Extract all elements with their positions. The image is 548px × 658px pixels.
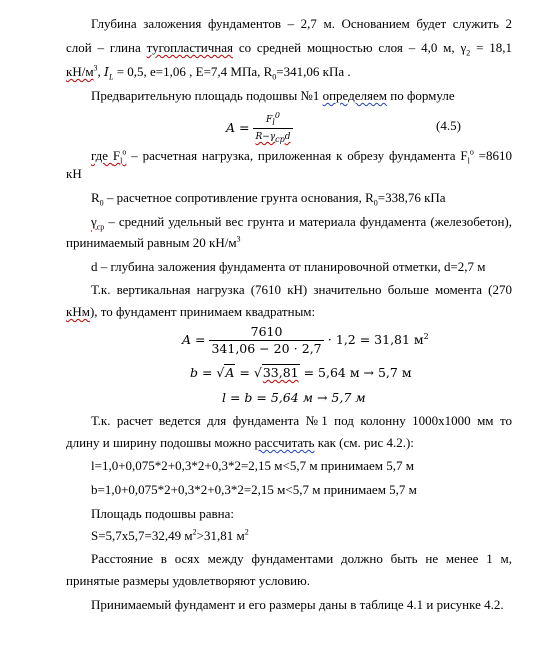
- equation-width: b = √A = √33,81 = 5,64 м → 5,7 м: [190, 365, 412, 380]
- paragraph-calc-method: длину и ширину подошвы можно рассчитать как (см. рис 4.2.):: [66, 435, 414, 450]
- paragraph-area-result: S=5,7х5,7=32,49 $м^2>31,81$ $м^2$: [91, 527, 249, 543]
- formula-number: (4.5): [436, 118, 461, 133]
- paragraph-soil-params: $кН/м^3$, $I_L = 0,5$, е=1,06 , Е=7,4 МПа, $R_0=341,06$ кПа .: [66, 63, 351, 82]
- paragraph-unit-weight-def: $\gamma_{ср}$ – средний удельный вес грунта и материала фундамента (железобетон),: [91, 214, 512, 232]
- paragraph-soil-line: слой – глина тугопластичная со средней мощностью слоя – 4,0 м, $\gamma_2 = 18,1$: [66, 40, 512, 58]
- paragraph-final-reference: Принимаемый фундамент и его размеры даны в таблице 4.1 и рисунке 4.2.: [91, 597, 504, 612]
- formula-4-5: A = $\frac{F_l^0}{R-\gamma_{ср}d}$ (4.5): [226, 111, 461, 144]
- paragraph-column-size: Т.к. расчет ведется для фундамента №1 под колонну 1000х1000 мм то: [91, 413, 512, 428]
- paragraph-depth: Глубина заложения фундаментов – 2,7 м. Основанием будет служить 2: [91, 16, 512, 31]
- paragraph-spacing-conclusion: принятые размеры удовлетворяют условию.: [66, 573, 311, 588]
- paragraph-resistance-def: $R_0$ – расчетное сопротивление грунта основания, $R_0=338,76$ кПа: [91, 190, 446, 208]
- equation-area: A = $\frac{7610}{341,06 - 20 \cdot 2,7}$ ⋅ 1,2 = 31,81 $м^2$: [182, 324, 429, 356]
- paragraph-length-calc: l=1,0+0,075*2+0,3*2+0,3*2=2,15 м<5,7 м принимаем 5,7 м: [91, 458, 415, 473]
- paragraph-load-def: где $F_l^o$ – расчетная нагрузка, приложенная к обрезу фундамента $F_l^o =8610$: [91, 147, 512, 166]
- paragraph-load-compare: Т.к. вертикальная нагрузка (7610 кН) значительно больше момента (270: [91, 282, 512, 297]
- paragraph-area-label: Площадь подошвы равна:: [91, 506, 235, 521]
- paragraph-square-choice: кНм), то фундамент принимаем квадратным:: [66, 304, 316, 319]
- paragraph-unit-weight-value: принимаемый равным 20 $кН/м^3$: [66, 234, 241, 250]
- paragraph-width-calc: b=1,0+0,075*2+0,3*2+0,3*2=2,15 м<5,7 м принимаем 5,7 м: [91, 482, 417, 497]
- paragraph-area-intro: Предварительную площадь подошвы №1 определяем по формуле: [91, 88, 455, 103]
- paragraph-load-unit: кН: [66, 166, 82, 181]
- equation-length: l = b = 5,64 м → 5,7 м: [222, 390, 366, 405]
- paragraph-depth-def: d – глубина заложения фундамента от планировочной отметки, d=2,7 м: [91, 259, 486, 274]
- paragraph-spacing: Расстояние в осях между фундаментами должно быть не менее 1 м,: [91, 551, 512, 566]
